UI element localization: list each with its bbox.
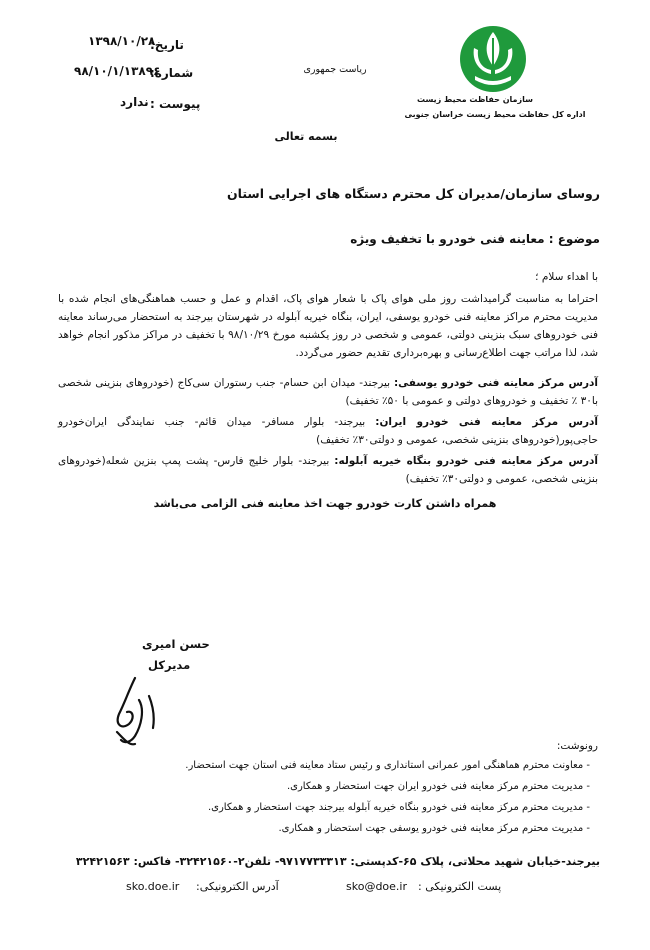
- greeting: با اهداء سلام ؛: [535, 271, 598, 283]
- address-yousefi: [58, 374, 598, 410]
- website-link[interactable]: sko.doe.ir: [126, 880, 180, 893]
- org-branch: اداره کل حفاظت محیط زیست خراسان جنوبی: [404, 110, 586, 119]
- org-name: سازمان حفاظت محیط زیست: [417, 95, 533, 104]
- attachment-label: پیوست :: [150, 97, 201, 111]
- signer-title: مدیرکل: [148, 658, 191, 672]
- date-value: ۱۳۹۸/۱۰/۲۸: [88, 34, 156, 48]
- address-iran: [58, 413, 598, 449]
- address-text: بیرجند- بلوار مسافر- میدان قائم- جنب نمایندگی ایران‌خودرو حاجی‌پور(خودروهای بنزینی شخصی، عمومی و دولتی۳۰٪ تخفیف): [58, 416, 598, 446]
- address-text: بیرجند- بلوار خلیج فارس- پشت پمپ بنزین شعله(خودروهای بنزینی شخصی، عمومی و دولتی۳۰٪ تخفیف): [58, 455, 598, 485]
- address-abloleh: [58, 452, 598, 488]
- copy-item: - مدیریت محترم مرکز معاینه فنی خودرو بنگاه خیریه آبلوله بیرجند جهت استحضار و همکاری.: [207, 802, 590, 813]
- number-label: شماره:: [150, 66, 194, 80]
- intro-paragraph: احتراما به مناسبت گرامیداشت روز ملی هوای پاک با شعار هوای پاک، اقدام و عمل و حسب هماهنگی‌های انجام شده با مدیریت محترم مراکز معاینه فنی خودرو یوسفی، ایران، بنگاه خیریه آبلوله در شهرستان بیرجند به استحضار می‌رساند معاینه فنی خودروهای سبک بنزینی دولتی، عمومی و شخصی در روز یکشنبه مورخ ۹۸/۱۰/۲۹ با تخفیف در مراکز مذکور انجام خواهد شد، لذا مراتب جهت اطلاع‌رسانی و بهره‌برداری تقدیم حضور می‌گردد.: [58, 293, 598, 359]
- email-link[interactable]: sko@doe.ir: [346, 880, 407, 893]
- recipient-line: روسای سازمان/مدیران کل محترم دستگاه های اجرایی استان: [226, 186, 600, 201]
- website-label: آدرس الکترونیکی:: [196, 880, 279, 893]
- attachment-value: ندارد: [120, 95, 149, 109]
- bismillah-heading: بسمه تعالی: [274, 130, 338, 143]
- signer-name: حسن امیری: [142, 637, 210, 651]
- address-text: بیرجند- میدان ابن حسام- جنب رستوران سی‌کاج (خودروهای بنزینی شخصی با۳۰ ٪ تخفیف و خودروهای دولتی و عمومی با ۵۰٪ تخفیف): [58, 377, 598, 407]
- address-title: آدرس مرکز معاینه فنی خودرو ایران:: [375, 416, 598, 428]
- subject-line: موضوع : معاینه فنی خودرو با تخفیف ویژه: [350, 232, 600, 246]
- handwritten-signature: [95, 670, 175, 750]
- doe-logo: [458, 24, 528, 94]
- footer-address: بیرجند-خیابان شهید محلاتی، پلاک ۶۵-کدپستی: ۹۷۱۷۷۳۳۳۱۳- تلفن۲-۳۲۴۲۱۵۶۰- فاکس: ۳۲۴۲۱۵۶۳: [75, 855, 600, 868]
- email-label: پست الکترونیکی :: [418, 880, 502, 893]
- address-title: آدرس مرکز معاینه فنی خودرو یوسفی:: [393, 377, 598, 389]
- copies-title: رونوشت:: [556, 740, 598, 752]
- copy-item: - مدیریت محترم مرکز معاینه فنی خودرو یوسفی جهت استحضار و همکاری.: [278, 823, 590, 834]
- number-value: ۹۸/۱۰/۱/۱۳۸۹۶: [74, 64, 161, 78]
- copy-item: - معاونت محترم هماهنگی امور عمرانی استانداری و رئیس ستاد معاینه فنی استان جهت استحضار.: [185, 760, 590, 771]
- copy-item: - مدیریت محترم مرکز معاینه فنی خودرو ایران جهت استحضار و همکاری.: [286, 781, 590, 792]
- date-label: تاریخ:: [150, 38, 184, 52]
- address-title: آدرس مرکز معاینه فنی خودرو بنگاه خیریه آبلوله:: [334, 455, 598, 467]
- presidency-label: ریاست جمهوری: [303, 64, 367, 75]
- requirement-note: همراه داشتن کارت خودرو جهت اخذ معاینه فنی الزامی می‌باشد: [153, 497, 497, 510]
